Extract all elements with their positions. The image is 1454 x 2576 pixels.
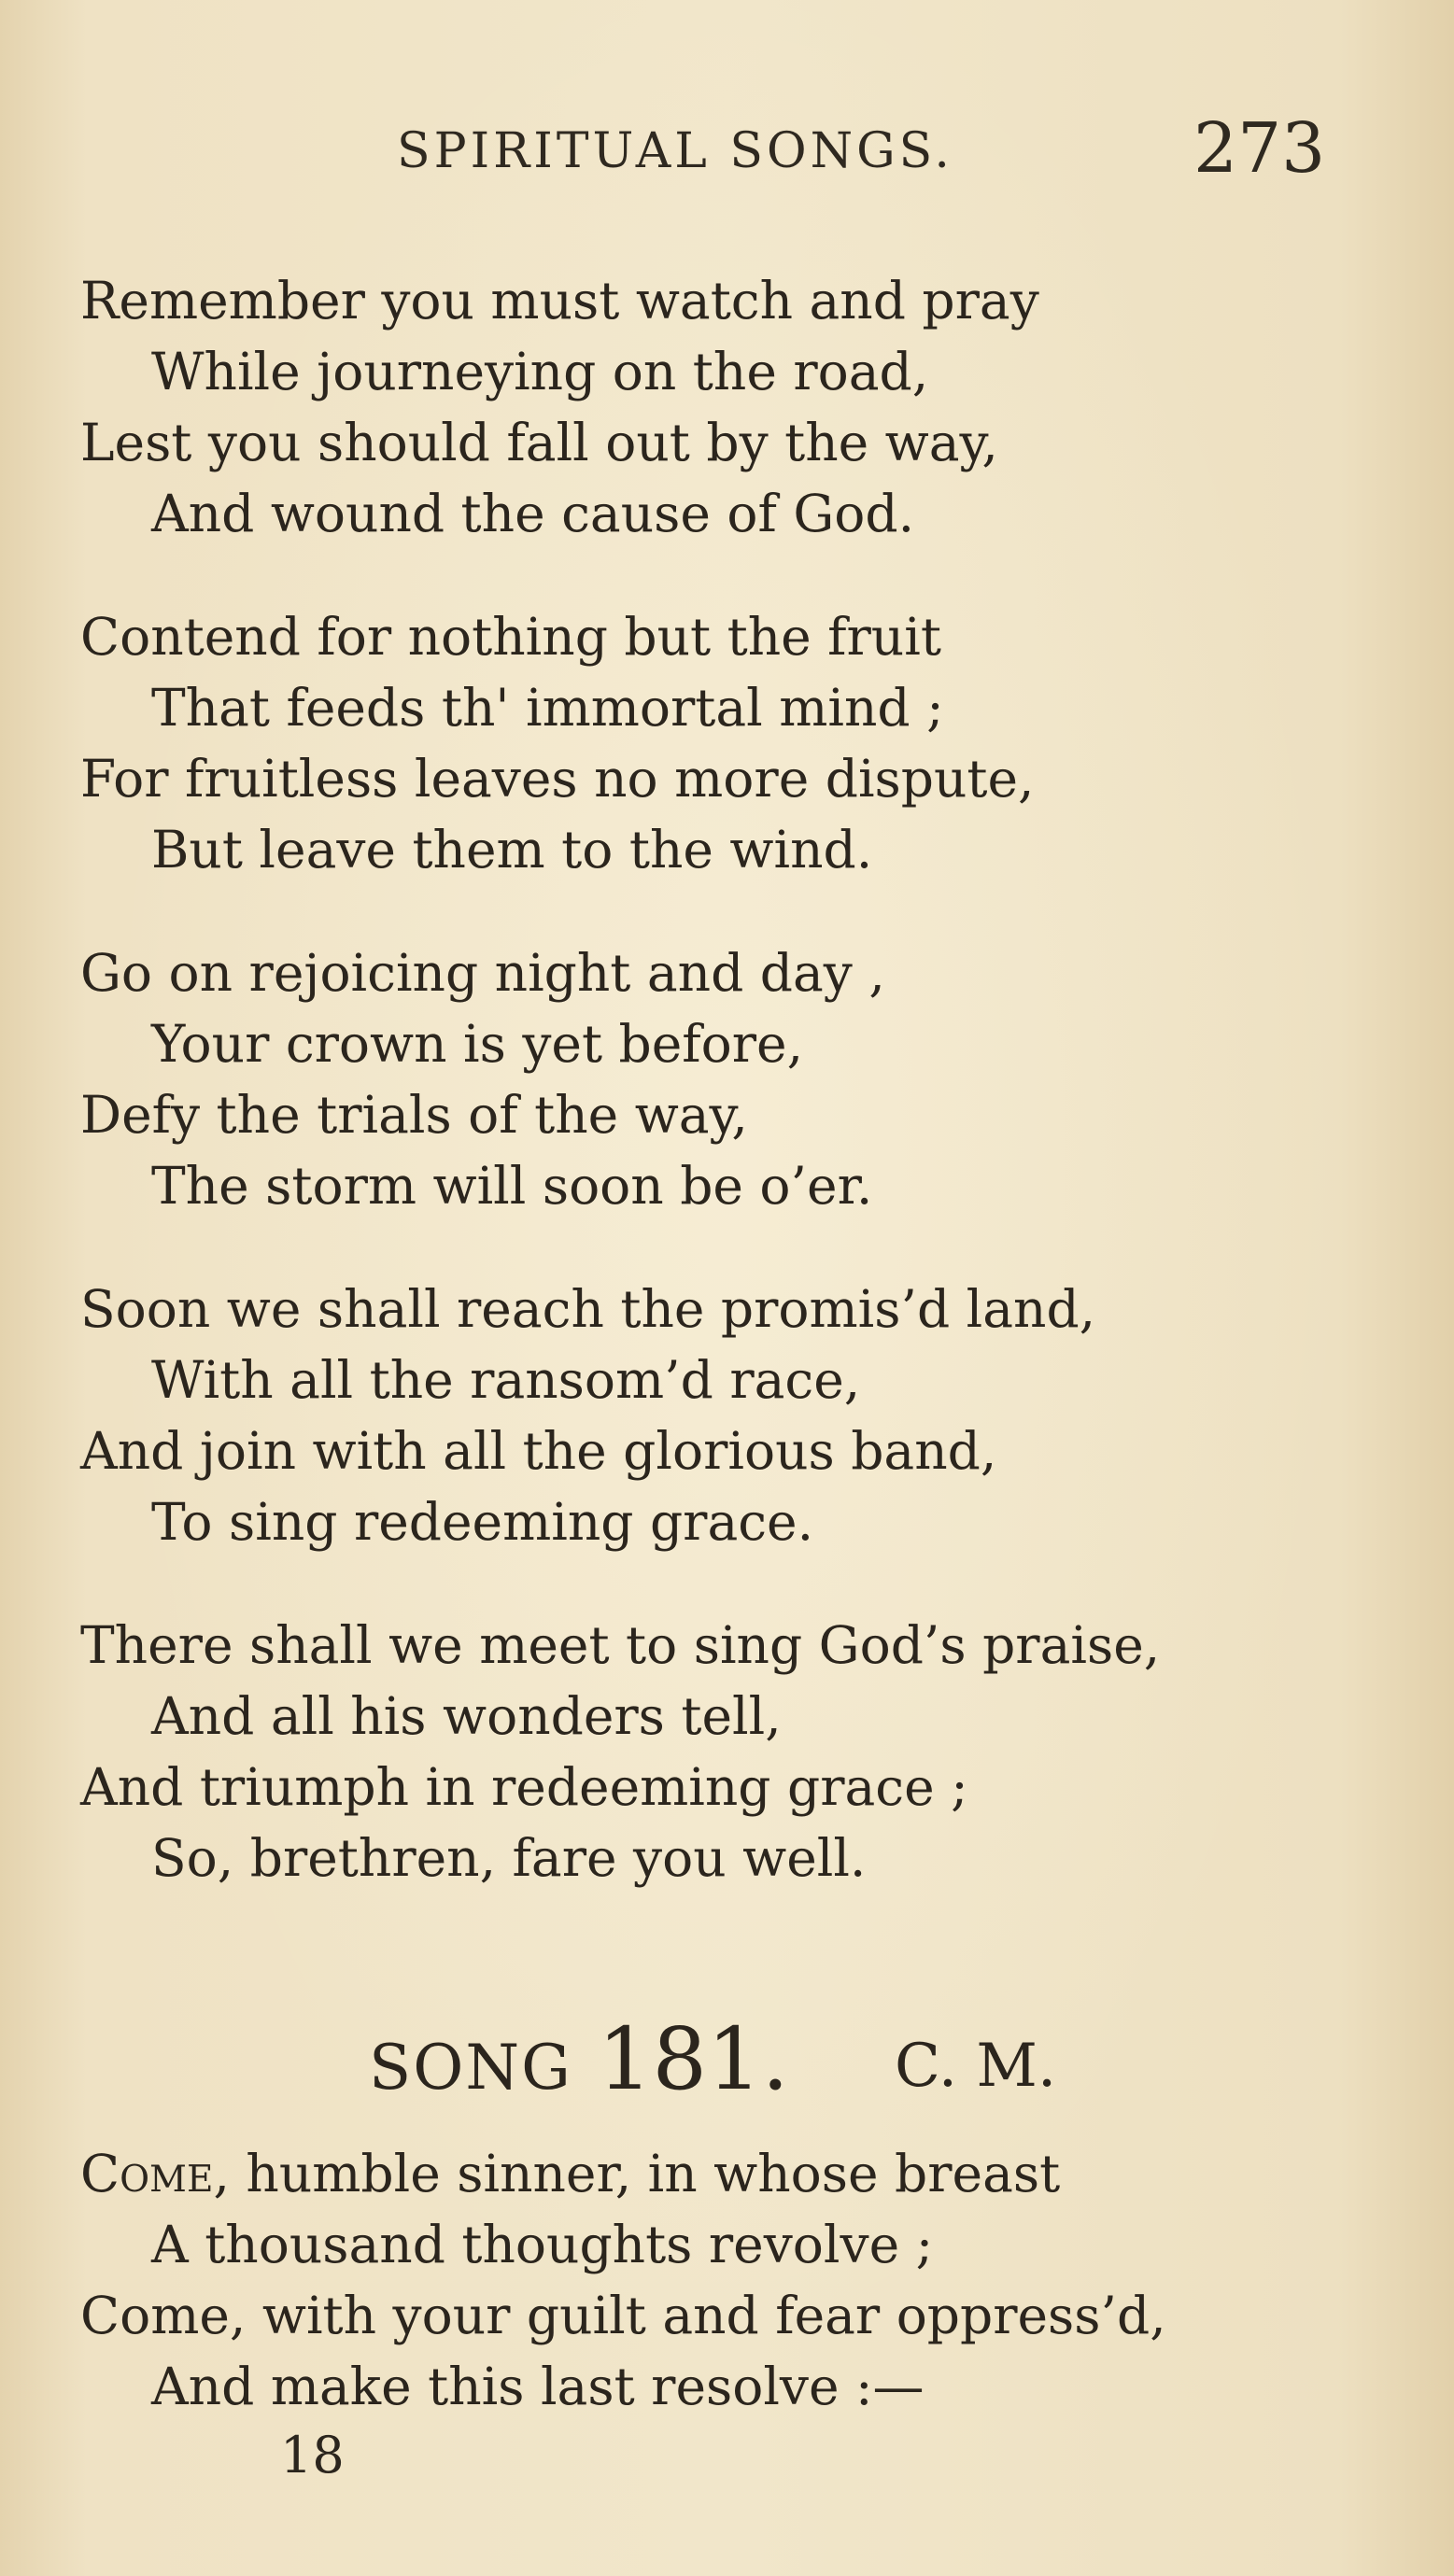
verse-line: That feeds th' immortal mind ; — [151, 678, 944, 738]
verses — [80, 265, 1425, 1946]
verse-line: Remember you must watch and pray — [80, 271, 1039, 331]
verse-line: A thousand thoughts revolve ; — [151, 2215, 934, 2274]
verse-line: Lest you should fall out by the way, — [80, 413, 998, 472]
verse-line: And wound the cause of God. — [151, 484, 915, 543]
stanza — [80, 601, 1425, 885]
verse-line: So, brethren, fare you well. — [151, 1828, 867, 1888]
verse-line: But leave them to the wind. — [151, 820, 873, 880]
signature-mark: 18 — [280, 2426, 345, 2485]
verse-line: Go on rejoicing night and day , — [80, 943, 885, 1003]
verse-line: While journeying on the road, — [151, 342, 929, 401]
running-title: SPIRITUAL SONGS. — [397, 123, 953, 179]
verse-line: And make this last resolve :— — [151, 2357, 925, 2416]
verse-line: And triumph in redeeming grace ; — [80, 1757, 968, 1817]
verse-line: And all his wonders tell, — [151, 1686, 782, 1746]
stanza — [80, 937, 1425, 1221]
verse-line: There shall we meet to sing God’s praise, — [80, 1615, 1161, 1675]
verse-line: The storm will soon be o’er. — [151, 1156, 873, 1216]
song-181-stanza — [80, 2138, 1425, 2422]
verse-line: To sing redeeming grace. — [151, 1492, 814, 1552]
verse-line: And join with all the glorious band, — [80, 1421, 997, 1481]
verse-line — [80, 2138, 1425, 2209]
song-label: SONG — [369, 2032, 572, 2104]
verse-line: Your crown is yet before, — [151, 1014, 804, 1074]
stanza — [80, 1274, 1425, 1557]
page-number: 273 — [1193, 108, 1326, 189]
first-word: Come — [80, 2144, 214, 2203]
verse-line: Defy the trials of the way, — [80, 1085, 748, 1145]
song-meter: C. M. — [895, 2032, 1057, 2101]
song-number: 181. — [598, 2009, 789, 2109]
verse-line: Soon we shall reach the promis’d land, — [80, 1279, 1096, 1339]
stanza — [80, 265, 1425, 549]
page-header — [0, 105, 1454, 189]
verse-line: Contend for nothing but the fruit — [80, 607, 941, 667]
verse-line: Come, with your guilt and fear oppress’d, — [80, 2286, 1166, 2345]
first-line-rest: , humble sinner, in whose breast — [213, 2144, 1061, 2203]
verse-line: With all the ransom’d race, — [151, 1350, 861, 1410]
song-heading — [0, 2007, 1454, 2110]
stanza — [80, 1610, 1425, 1893]
verse-line: For fruitless leaves no more dispute, — [80, 749, 1035, 809]
